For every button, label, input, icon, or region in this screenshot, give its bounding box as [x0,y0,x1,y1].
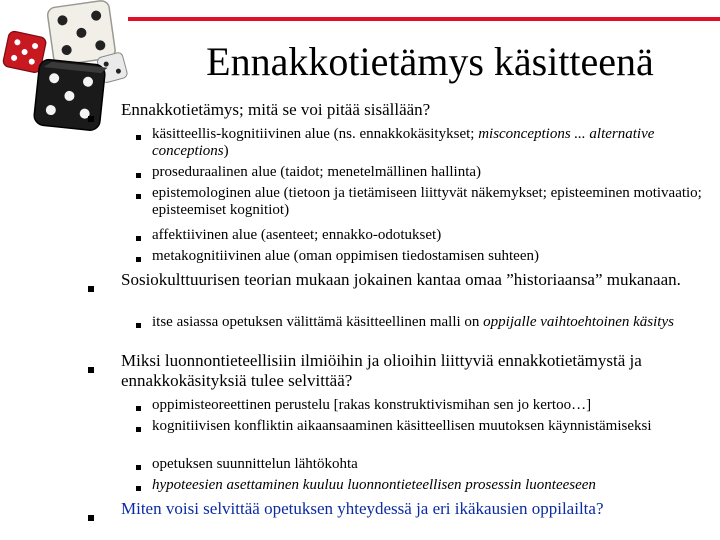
slide-title: Ennakkotietämys käsitteenä [206,39,654,84]
sub-bullet-marker [136,420,141,436]
bullet-4-text: Miten voisi selvittää opetuksen yhteydessä ja eri ikäkausien oppilailta? [121,499,604,518]
bullet-marker [88,506,94,526]
sub-bullet-3-4: hypoteesien asettaminen kuuluu luonnontieteellisen prosessin luonteeseen [152,477,596,493]
sub-bullet-marker [136,479,141,495]
bullet-marker [88,107,94,127]
sub-bullet-1-5: metakognitiivinen alue (oman oppimisen tiedostamisen suhteen) [152,248,539,264]
bullet-3-text: Miksi luonnontieteellisiin ilmiöihin ja olioihin liittyviä ennakkotietämystä ja ennakkokäsityksiä tulee selvittää? [121,351,642,390]
bullet-1-text: Ennakkotietämys; mitä se voi pitää sisällään? [121,100,431,119]
bullet-marker [88,358,94,378]
sub-bullet-marker [136,187,141,203]
sub-bullet-3-3: opetuksen suunnittelun lähtökohta [152,456,358,472]
bullet-marker [88,277,94,297]
sub-bullet-marker [136,399,141,415]
sub-bullet-1-2: proseduraalinen alue (taidot; menetelmällinen hallinta) [152,164,482,180]
sub-bullet-1-3: epistemologinen alue (tietoon ja tietämiseen liittyvät näkemykset; episteeminen motivaatio; episteemiset kognitiot) [152,185,702,218]
sub-bullet-3-2: kognitiivisen konfliktin aikaansaaminen käsitteellisen muutoksen käynnistämiseksi [152,418,652,434]
sub-bullet-1-1: käsitteellis-kognitiivinen alue (ns. ennakkokäsitykset; misconceptions ... alternative conceptions) [152,126,655,159]
sub-bullet-marker [136,128,141,144]
sub-bullet-1-4: affektiivinen alue (asenteet; ennakko-odotukset) [152,227,442,243]
sub-bullet-marker [136,250,141,266]
sub-bullet-2-1: itse asiassa opetuksen välittämä käsitteellinen malli on oppijalle vaihtoehtoinen käsitys [152,314,674,330]
sub-bullet-marker [136,458,141,474]
sub-bullet-3-1: oppimisteoreettinen perustelu [rakas konstruktivismihan sen jo kertoo…] [152,397,592,413]
sub-bullet-marker [136,166,141,182]
bullet-2-text: Sosiokulttuurisen teorian mukaan jokainen kantaa omaa ”historiaansa” mukanaan. [121,270,681,289]
sub-bullet-marker [136,316,141,332]
sub-bullet-marker [136,229,141,245]
